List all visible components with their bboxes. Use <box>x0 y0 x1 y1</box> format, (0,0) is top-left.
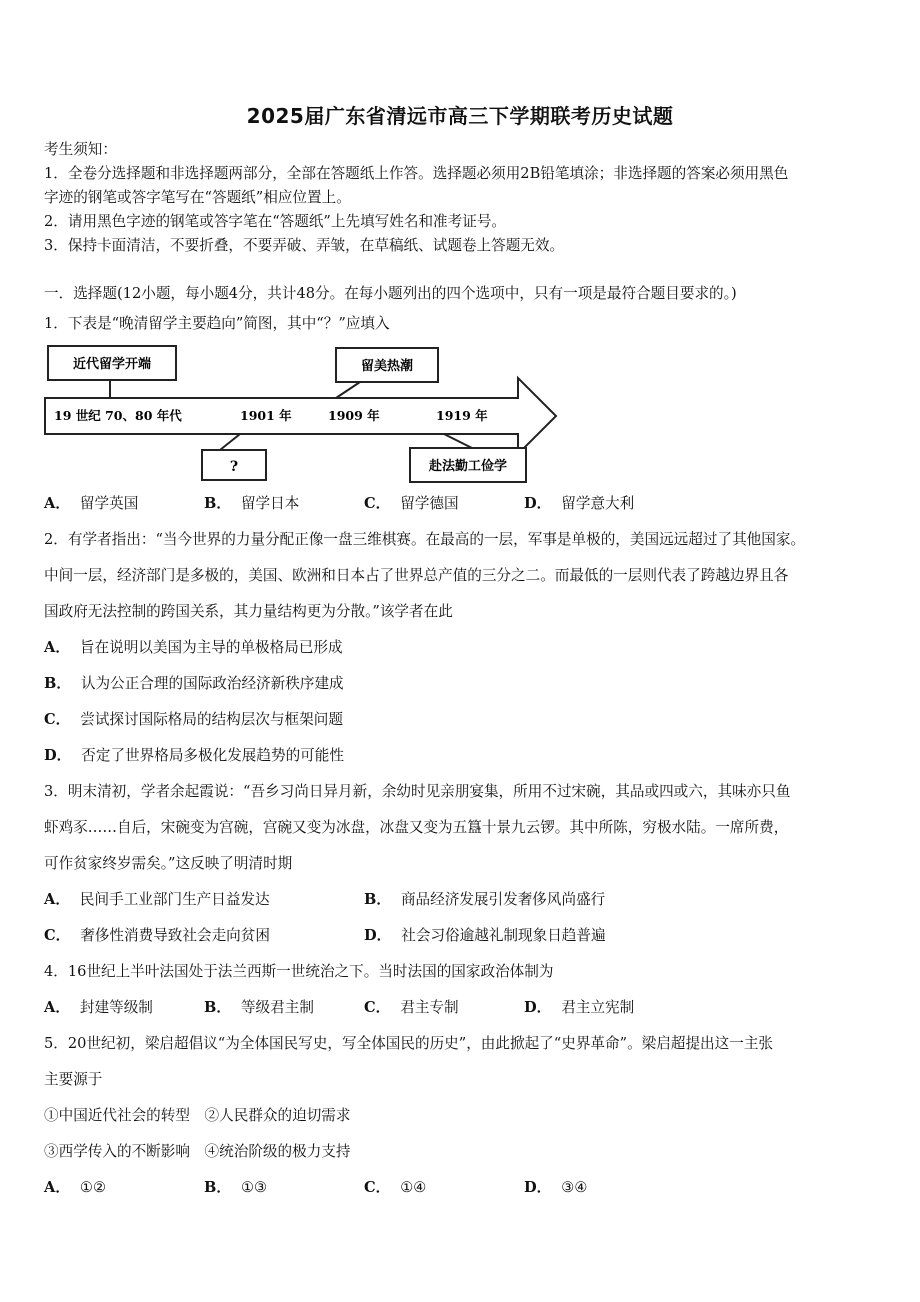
option-letter: D． <box>44 747 72 764</box>
q2-option-d[interactable] <box>44 746 344 766</box>
option-letter: C． <box>364 1179 391 1196</box>
option-text: 奢侈性消费导致社会走向贫困 <box>80 927 270 944</box>
option-text: ③④ <box>561 1179 588 1196</box>
option-letter: B． <box>364 891 391 908</box>
box-usa-label: 留美热潮 <box>360 359 414 374</box>
q4-option-c[interactable] <box>364 998 459 1018</box>
option-letter: D． <box>524 495 552 512</box>
timeline-label-1870s: 19 世纪 70、80 年代 <box>54 408 182 423</box>
option-letter: C． <box>44 711 71 728</box>
option-letter: A． <box>44 999 70 1016</box>
q5-items-1-2: ①中国近代社会的转型 ②人民群众的迫切需求 <box>44 1107 351 1124</box>
q1-option-b[interactable] <box>204 494 299 514</box>
connector-usa <box>336 382 360 398</box>
option-text: ①② <box>79 1179 107 1196</box>
q4-stem: 4．16世纪上半叶法国处于法兰西斯一世统治之下。当时法国的国家政治体制为 <box>44 963 554 980</box>
option-text: 认为公正合理的国际政治经济新秩序建成 <box>80 675 344 692</box>
q3-option-b[interactable] <box>364 890 605 910</box>
q5-items-3-4: ③西学传入的不断影响 ④统治阶级的极力支持 <box>44 1143 351 1160</box>
option-letter: B． <box>44 675 71 692</box>
connector-question <box>220 434 240 450</box>
q5-option-d[interactable] <box>524 1178 587 1198</box>
q2-stem-line-1: 2．有学者指出：“当今世界的力量分配正像一盘三维棋赛。在最高的一层，军事是单极的，美国远远超过了其他国家。 <box>44 531 806 548</box>
option-text: ①④ <box>400 1179 427 1196</box>
option-text: 民间手工业部门生产日益发达 <box>79 891 270 908</box>
option-text: 社会习俗逾越礼制现象日趋普遍 <box>401 927 606 944</box>
q1-stem: 1．下表是“晚清留学主要趋向”简图，其中“？”应填入 <box>44 315 390 332</box>
box-study-start-label: 近代留学开端 <box>72 357 152 372</box>
q1-option-a[interactable] <box>44 494 138 514</box>
section-heading: 一．选择题(12小题，每小题4分，共计48分。在每小题列出的四个选项中，只有一项是最符合题目要求的。) <box>44 285 737 302</box>
q4-option-b[interactable] <box>204 998 314 1018</box>
option-letter: B． <box>204 999 231 1016</box>
option-letter: B． <box>204 495 231 512</box>
page-title: 2025届广东省清远市高三下学期联考历史试题 <box>246 104 674 128</box>
q3-option-c[interactable] <box>44 926 270 946</box>
option-text: 否定了世界格局多极化发展趋势的可能性 <box>81 747 344 764</box>
option-text: ①③ <box>240 1179 268 1196</box>
q3-option-d[interactable] <box>364 926 606 946</box>
timeline-label-1919: 1919 年 <box>436 408 488 423</box>
option-letter: B． <box>204 1179 231 1196</box>
q4-option-d[interactable] <box>524 998 634 1018</box>
notice-line-1: 1．全卷分选择题和非选择题两部分，全部在答题纸上作答。选择题必须用2B铅笔填涂；非选择题的答案必须用黑色 <box>44 165 789 182</box>
q3-stem-line-2: 虾鸡豕……自后，宋碗变为宫碗，宫碗又变为冰盘，冰盘又变为五簋十景九云锣。其中所陈，穷极水陆。一席所费， <box>44 819 789 836</box>
option-text: 尝试探讨国际格局的结构层次与框架问题 <box>80 711 343 728</box>
q5-stem-line-2: 主要源于 <box>44 1071 103 1088</box>
q2-option-b[interactable] <box>44 674 344 694</box>
q3-stem-line-3: 可作贫家终岁需矣。”这反映了明清时期 <box>44 855 293 872</box>
option-text: 留学日本 <box>240 495 300 512</box>
option-text: 留学德国 <box>400 495 459 512</box>
q1-option-d[interactable] <box>524 494 634 514</box>
option-text: 封建等级制 <box>79 999 153 1016</box>
q5-stem-line-1: 5．20世纪初，梁启超倡议“为全体国民写史，写全体国民的历史”，由此掀起了“史界革命”。梁启超提出这一主张 <box>44 1035 774 1052</box>
option-letter: D． <box>524 999 552 1016</box>
notice-line-2: 2．请用黑色字迹的钢笔或答字笔在“答题纸”上先填写姓名和准考证号。 <box>44 213 507 230</box>
option-letter: C． <box>44 927 71 944</box>
q2-stem-line-3: 国政府无法控制的跨国关系，其力量结构更为分散。”该学者在此 <box>44 603 453 620</box>
notice-line-1b: 字迹的钢笔或答字笔写在“答题纸”相应位置上。 <box>44 189 351 206</box>
q1-timeline-diagram <box>40 340 570 485</box>
notice-line-3: 3．保持卡面清洁，不要折叠，不要弄破、弄皱，在草稿纸、试题卷上答题无效。 <box>44 237 565 254</box>
q1-option-c[interactable] <box>364 494 459 514</box>
box-question-label: ? <box>229 459 239 475</box>
option-letter: A． <box>44 495 70 512</box>
option-text: 君主立宪制 <box>561 999 635 1016</box>
option-text: 旨在说明以美国为主导的单极格局已形成 <box>79 639 343 656</box>
option-text: 留学英国 <box>79 495 139 512</box>
option-text: 商品经济发展引发奢侈风尚盛行 <box>400 891 606 908</box>
connector-france <box>444 434 472 448</box>
q3-stem-line-1: 3．明末清初，学者余起霞说：“吾乡习尚日异月新，余幼时见亲朋宴集，所用不过宋碗，其品或四或六，其味亦只鱼 <box>44 783 791 800</box>
notice-heading: 考生须知： <box>44 141 117 158</box>
q2-stem-line-2: 中间一层，经济部门是多极的，美国、欧洲和日本占了世界总产值的三分之二。而最低的一层则代表了跨越边界且各 <box>44 567 789 584</box>
option-letter: C． <box>364 999 391 1016</box>
option-letter: A． <box>44 891 70 908</box>
option-letter: A． <box>44 639 70 656</box>
q2-option-c[interactable] <box>44 710 343 730</box>
q2-option-a[interactable] <box>44 638 343 658</box>
q4-option-a[interactable] <box>44 998 153 1018</box>
option-text: 君主专制 <box>400 999 459 1016</box>
option-letter: D． <box>524 1179 552 1196</box>
q5-option-c[interactable] <box>364 1178 426 1198</box>
option-letter: C． <box>364 495 391 512</box>
option-text: 等级君主制 <box>240 999 314 1016</box>
timeline-label-1901: 1901 年 <box>240 408 292 423</box>
box-france-label: 赴法勤工俭学 <box>428 459 508 474</box>
option-letter: A． <box>44 1179 70 1196</box>
q5-option-b[interactable] <box>204 1178 267 1198</box>
option-text: 留学意大利 <box>561 495 635 512</box>
q5-option-a[interactable] <box>44 1178 106 1198</box>
q3-option-a[interactable] <box>44 890 270 910</box>
option-letter: D． <box>364 927 392 944</box>
timeline-label-1909: 1909 年 <box>328 408 380 423</box>
